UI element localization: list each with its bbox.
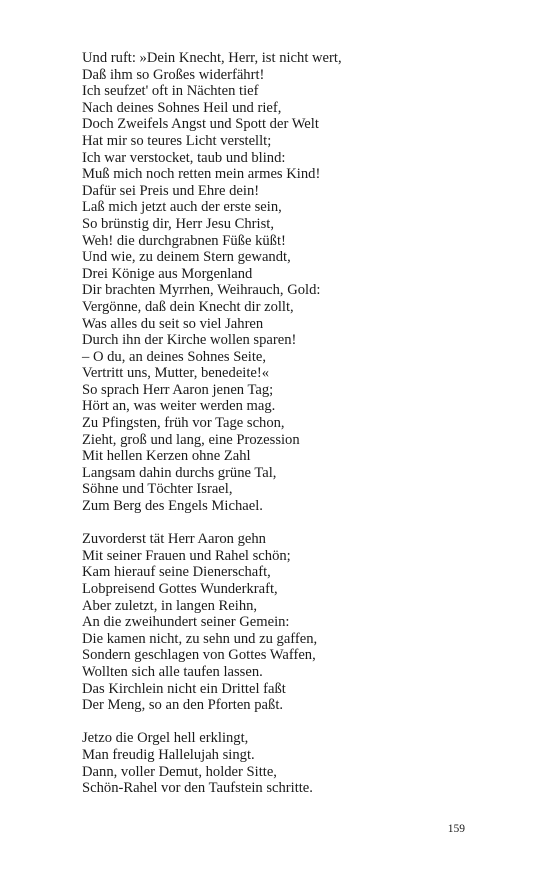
verse-line: Drei Könige aus Morgenland [82,265,253,282]
verse-line: Durch ihn der Kirche wollen sparen! [82,332,297,349]
verse-line: Zum Berg des Engels Michael. [82,498,263,515]
verse-line: Das Kirchlein nicht ein Drittel faßt [82,680,286,697]
verse-line: Hört an, was weiter werden mag. [82,398,276,415]
verse-line: Ich seufzet' oft in Nächten tief [82,83,259,100]
verse-line: So brünstig dir, Herr Jesu Christ, [82,215,274,232]
verse-line: Zu Pfingsten, früh vor Tage schon, [82,415,285,432]
verse-line: Was alles du seit so viel Jahren [82,315,264,332]
verse-line: Aber zuletzt, in langen Reihn, [82,597,258,614]
stanza [82,730,482,796]
verse-line: Hat mir so teures Licht verstellt; [82,132,272,149]
stanza [82,531,482,714]
verse-line: Schön-Rahel vor den Taufstein schritte. [82,780,313,797]
verse-line: Sondern geschlagen von Gottes Waffen, [82,647,316,664]
verse-line: Langsam dahin durchs grüne Tal, [82,464,277,481]
verse-line: – O du, an deines Sohnes Seite, [82,348,267,365]
verse-line: Die kamen nicht, zu sehn und zu gaffen, [82,630,318,647]
verse-line: Zuvorderst tät Herr Aaron gehn [82,531,266,548]
stanza [82,50,482,515]
verse-line: Nach deines Sohnes Heil und rief, [82,99,282,116]
verse-line: Vertritt uns, Mutter, benedeite!« [82,365,270,382]
verse-line: Zieht, groß und lang, eine Prozession [82,431,300,448]
verse-line: Mit seiner Frauen und Rahel schön; [82,547,291,564]
verse-line: Ich war verstocket, taub und blind: [82,149,286,166]
verse-line: Dir brachten Myrrhen, Weihrauch, Gold: [82,282,321,299]
verse-line: Söhne und Töchter Israel, [82,481,233,498]
page-number: 159 [447,823,465,835]
verse-line: Und ruft: »Dein Knecht, Herr, ist nicht wert, [82,50,342,66]
verse-line: Man freudig Hallelujah singt. [82,746,255,763]
verse-line: Mit hellen Kerzen ohne Zahl [82,448,251,465]
verse-line: Vergönne, daß dein Knecht dir zollt, [82,298,294,315]
verse-line: An die zweihundert seiner Gemein: [82,614,290,631]
verse-line: Laß mich jetzt auch der erste sein, [82,199,282,216]
verse-line: Jetzo die Orgel hell erklingt, [82,730,249,747]
verse-line: Doch Zweifels Angst und Spott der Welt [82,116,319,133]
verse-line: Und wie, zu deinem Stern gewandt, [82,249,291,266]
verse-line: Kam hierauf seine Dienerschaft, [82,564,271,581]
verse-line: Dafür sei Preis und Ehre dein! [82,182,260,199]
verse-line: Lobpreisend Gottes Wunderkraft, [82,581,278,597]
verse-line: Daß ihm so Großes widerfährt! [82,66,265,83]
poem-text [82,50,482,797]
verse-line: Wollten sich alle taufen lassen. [82,663,263,680]
verse-line: So sprach Herr Aaron jenen Tag; [82,381,274,398]
verse-line: Weh! die durchgrabnen Füße küßt! [82,232,286,249]
verse-line: Dann, voller Demut, holder Sitte, [82,763,277,780]
verse-line: Muß mich noch retten mein armes Kind! [82,166,321,183]
verse-line: Der Meng, so an den Pforten paßt. [82,697,284,714]
